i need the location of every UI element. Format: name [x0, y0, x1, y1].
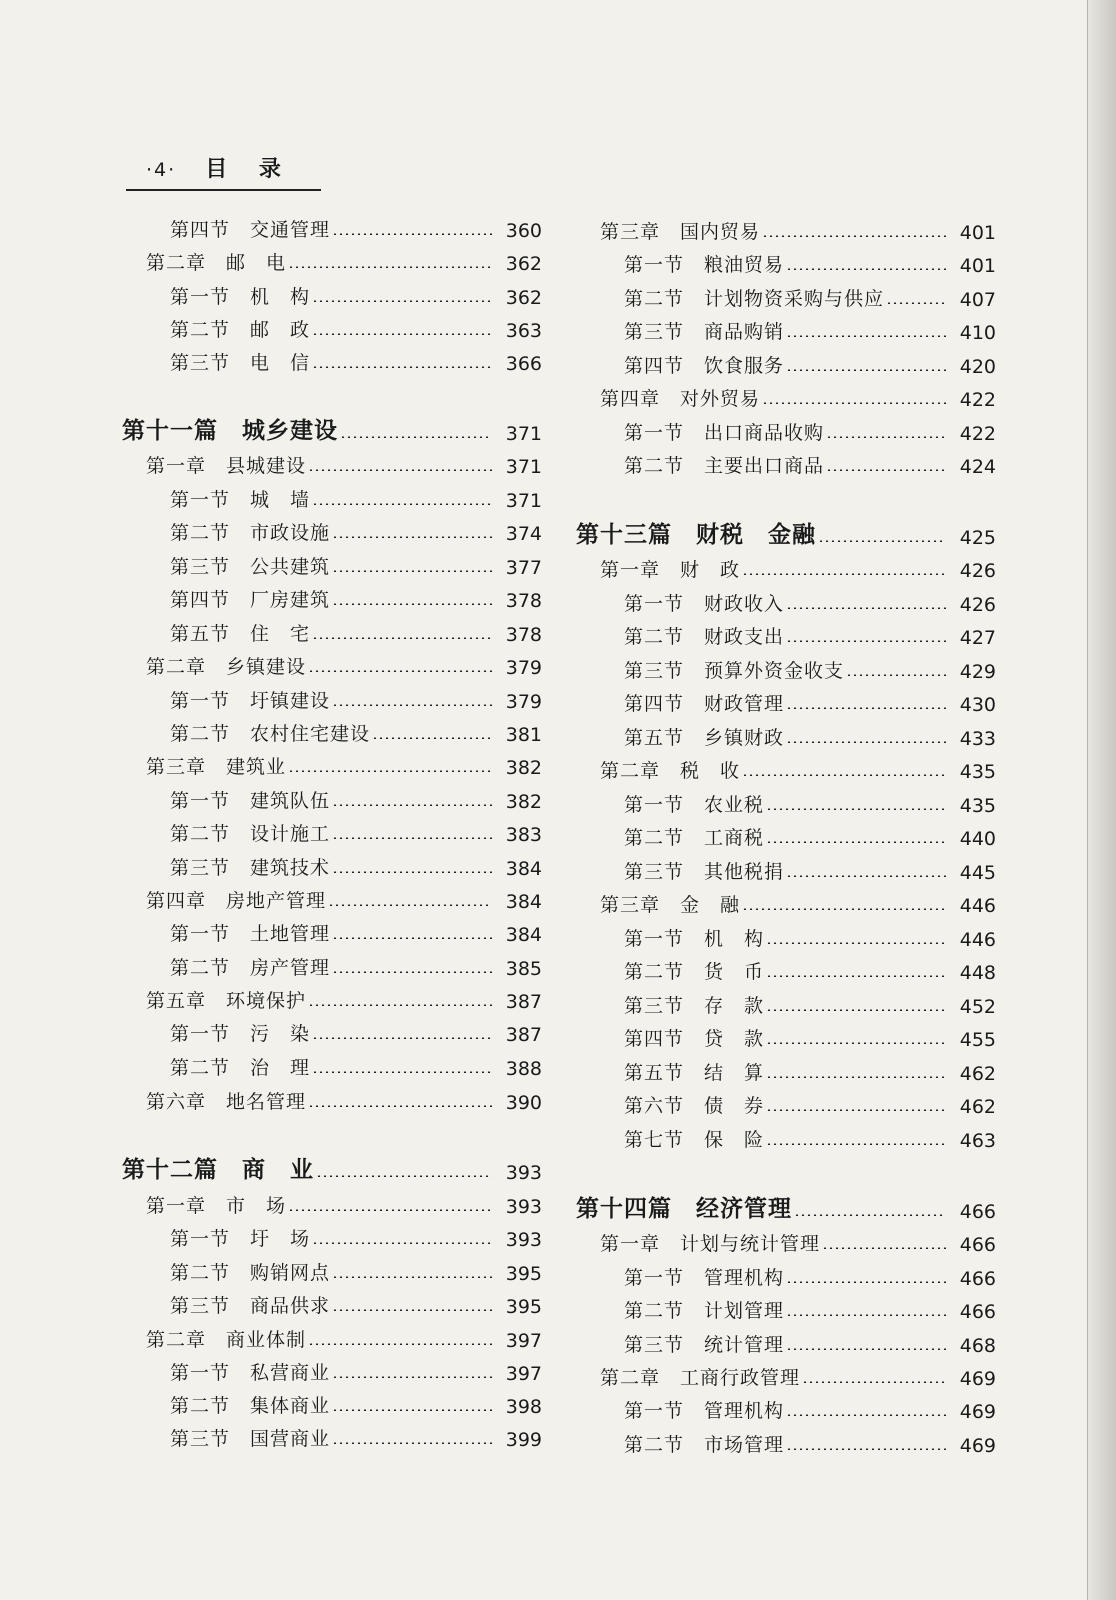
- toc-entry-page-number: 462: [959, 1063, 996, 1085]
- toc-entry-label: 第二章 工商行政管理: [600, 1367, 801, 1389]
- dot-leader: [766, 1143, 946, 1145]
- dot-leader: [786, 1281, 946, 1283]
- dot-leader: [312, 503, 492, 505]
- toc-entry-label: 第二节 邮 政: [170, 319, 311, 341]
- toc-entry-page-number: 384: [505, 891, 542, 913]
- dot-leader: [332, 837, 492, 839]
- toc-chapter-entry[interactable]: [122, 1082, 542, 1114]
- toc-entry-label: 第五节 住 宅: [170, 623, 311, 645]
- dot-leader: [822, 1247, 946, 1249]
- toc-entry-label: 第二节 工商税: [624, 827, 765, 849]
- dot-leader: [786, 1314, 946, 1316]
- toc-entry-page-number: 448: [959, 962, 996, 984]
- dot-leader: [312, 637, 492, 639]
- dot-leader: [818, 540, 946, 542]
- toc-chapter-entry[interactable]: [576, 379, 996, 411]
- toc-entry-label: 第一节 城 墙: [170, 489, 311, 511]
- toc-entry-page-number: 371: [505, 456, 542, 478]
- toc-entry-page-number: 379: [505, 691, 542, 713]
- dot-leader: [786, 640, 946, 642]
- dot-leader: [332, 937, 492, 939]
- toc-entry-label: 第二节 房产管理: [170, 957, 331, 979]
- toc-part-entry[interactable]: [122, 1152, 542, 1184]
- dot-leader: [766, 1042, 946, 1044]
- toc-section-entry[interactable]: [122, 1353, 542, 1385]
- toc-section-entry[interactable]: [576, 986, 996, 1018]
- toc-entry-page-number: 362: [505, 253, 542, 275]
- dot-leader: [288, 770, 492, 772]
- toc-entry-page-number: 466: [959, 1201, 996, 1223]
- toc-section-entry[interactable]: [122, 1419, 542, 1451]
- toc-entry-label: 第二节 货 币: [624, 961, 765, 983]
- toc-section-entry[interactable]: [122, 343, 542, 375]
- toc-entry-label: 第一节 建筑队伍: [170, 790, 331, 812]
- toc-section-entry[interactable]: [122, 1014, 542, 1046]
- dot-leader: [846, 674, 946, 676]
- toc-entry-label: 第十一篇 城乡建设: [122, 418, 338, 444]
- toc-entry-label: 第十四篇 经济管理: [576, 1196, 792, 1222]
- dot-leader: [762, 235, 946, 237]
- dot-leader: [332, 1276, 492, 1278]
- toc-entry-page-number: 393: [505, 1229, 542, 1251]
- dot-leader: [332, 1376, 492, 1378]
- toc-section-entry[interactable]: [576, 446, 996, 478]
- dot-leader: [332, 536, 492, 538]
- dot-leader: [886, 302, 946, 304]
- dot-leader: [312, 300, 492, 302]
- toc-entry-label: 第一节 管理机构: [624, 1400, 785, 1422]
- toc-entry-label: 第二节 市政设施: [170, 522, 331, 544]
- toc-section-entry[interactable]: [576, 346, 996, 378]
- toc-section-entry[interactable]: [576, 1425, 996, 1457]
- dot-leader: [308, 1343, 492, 1345]
- dot-leader: [332, 1309, 492, 1311]
- toc-entry-label: 第三章 金 融: [600, 894, 741, 916]
- toc-section-entry[interactable]: [576, 852, 996, 884]
- dot-leader: [766, 942, 946, 944]
- toc-entry-label: 第三节 公共建筑: [170, 556, 331, 578]
- toc-section-entry[interactable]: [122, 814, 542, 846]
- toc-entry-page-number: 462: [959, 1096, 996, 1118]
- toc-chapter-entry[interactable]: [576, 1224, 996, 1256]
- toc-part-entry[interactable]: [122, 413, 542, 445]
- toc-entry-label: 第一节 私营商业: [170, 1362, 331, 1384]
- toc-entry-label: 第三节 商品购销: [624, 321, 785, 343]
- toc-entry-page-number: 445: [959, 862, 996, 884]
- toc-section-entry[interactable]: [122, 277, 542, 309]
- toc-section-entry[interactable]: [576, 1391, 996, 1423]
- toc-section-entry[interactable]: [122, 513, 542, 545]
- toc-section-entry[interactable]: [576, 1019, 996, 1051]
- dot-leader: [786, 1414, 946, 1416]
- toc-entry-label: 第二章 商业体制: [146, 1329, 307, 1351]
- dot-leader: [312, 1071, 492, 1073]
- page-number: ·4·: [146, 159, 177, 181]
- toc-entry-label: 第一节 粮油贸易: [624, 254, 785, 276]
- toc-section-entry[interactable]: [576, 617, 996, 649]
- toc-entry-page-number: 384: [505, 858, 542, 880]
- toc-entry-page-number: 371: [505, 490, 542, 512]
- toc-entry-label: 第三节 其他税捐: [624, 861, 785, 883]
- toc-entry-label: 第四节 饮食服务: [624, 355, 785, 377]
- dot-leader: [762, 402, 946, 404]
- toc-entry-label: 第三节 预算外资金收支: [624, 660, 845, 682]
- toc-entry-page-number: 422: [959, 423, 996, 445]
- toc-section-entry[interactable]: [122, 1253, 542, 1285]
- dot-leader: [742, 573, 946, 575]
- toc-entry-label: 第五章 环境保护: [146, 990, 307, 1012]
- dot-leader: [786, 335, 946, 337]
- toc-section-entry[interactable]: [122, 547, 542, 579]
- dot-leader: [826, 436, 946, 438]
- running-header: [126, 152, 321, 191]
- toc-entry-page-number: 440: [959, 828, 996, 850]
- toc-entry-page-number: 435: [959, 795, 996, 817]
- toc-entry-label: 第二节 购销网点: [170, 1262, 331, 1284]
- toc-entry-page-number: 388: [505, 1058, 542, 1080]
- toc-entry-label: 第一章 市 场: [146, 1195, 287, 1217]
- toc-section-entry[interactable]: [576, 1258, 996, 1290]
- toc-entry-page-number: 469: [959, 1401, 996, 1423]
- toc-entry-page-number: 382: [505, 757, 542, 779]
- toc-entry-page-number: 371: [505, 423, 542, 445]
- toc-entry-page-number: 366: [505, 353, 542, 375]
- dot-leader: [786, 607, 946, 609]
- dot-leader: [766, 1076, 946, 1078]
- toc-entry-page-number: 397: [505, 1330, 542, 1352]
- dot-leader: [786, 1348, 946, 1350]
- toc-entry-page-number: 424: [959, 456, 996, 478]
- toc-entry-page-number: 433: [959, 728, 996, 750]
- dot-leader: [312, 333, 492, 335]
- dot-leader: [786, 369, 946, 371]
- toc-entry-label: 第四节 财政管理: [624, 693, 785, 715]
- toc-chapter-entry[interactable]: [576, 212, 996, 244]
- toc-section-entry[interactable]: [576, 1291, 996, 1323]
- toc-entry-page-number: 446: [959, 929, 996, 951]
- dot-leader: [742, 774, 946, 776]
- dot-leader: [332, 570, 492, 572]
- dot-leader: [742, 908, 946, 910]
- toc-entry-label: 第三章 建筑业: [146, 756, 287, 778]
- dot-leader: [340, 436, 492, 438]
- toc-section-entry[interactable]: [122, 681, 542, 713]
- dot-leader: [332, 704, 492, 706]
- toc-section-entry[interactable]: [576, 785, 996, 817]
- toc-chapter-entry[interactable]: [576, 1358, 996, 1390]
- toc-entry-page-number: 381: [505, 724, 542, 746]
- toc-section-entry[interactable]: [122, 714, 542, 746]
- dot-leader: [786, 875, 946, 877]
- toc-section-entry[interactable]: [122, 1386, 542, 1418]
- toc-entry-label: 第一章 计划与统计管理: [600, 1233, 821, 1255]
- toc-entry-label: 第二节 设计施工: [170, 823, 331, 845]
- toc-entry-page-number: 399: [505, 1429, 542, 1451]
- dot-leader: [328, 904, 492, 906]
- dot-leader: [826, 469, 946, 471]
- toc-section-entry[interactable]: [576, 413, 996, 445]
- toc-entry-page-number: 466: [959, 1234, 996, 1256]
- dot-leader: [766, 841, 946, 843]
- toc-chapter-entry[interactable]: [576, 550, 996, 582]
- toc-entry-page-number: 362: [505, 287, 542, 309]
- toc-section-entry[interactable]: [576, 718, 996, 750]
- toc-entry-label: 第一节 财政收入: [624, 593, 785, 615]
- toc-entry-label: 第三章 国内贸易: [600, 221, 761, 243]
- toc-section-entry[interactable]: [122, 614, 542, 646]
- toc-part-entry[interactable]: [576, 517, 996, 549]
- toc-entry-page-number: 463: [959, 1130, 996, 1152]
- toc-entry-page-number: 429: [959, 661, 996, 683]
- toc-entry-label: 第二节 计划物资采购与供应: [624, 288, 885, 310]
- toc-section-entry[interactable]: [576, 279, 996, 311]
- toc-entry-label: 第一节 机 构: [624, 928, 765, 950]
- toc-entry-label: 第一章 财 政: [600, 559, 741, 581]
- toc-entry-label: 第一节 污 染: [170, 1023, 311, 1045]
- toc-entry-page-number: 382: [505, 791, 542, 813]
- toc-entry-page-number: 377: [505, 557, 542, 579]
- dot-leader: [786, 268, 946, 270]
- toc-entry-page-number: 398: [505, 1396, 542, 1418]
- dot-leader: [372, 737, 492, 739]
- toc-chapter-entry[interactable]: [122, 981, 542, 1013]
- toc-section-entry[interactable]: [122, 1286, 542, 1318]
- dot-leader: [332, 871, 492, 873]
- toc-entry-page-number: 422: [959, 389, 996, 411]
- toc-section-entry[interactable]: [576, 1325, 996, 1357]
- toc-entry-page-number: 378: [505, 590, 542, 612]
- dot-leader: [308, 1105, 492, 1107]
- toc-entry-label: 第一节 圩镇建设: [170, 690, 331, 712]
- dot-leader: [308, 670, 492, 672]
- toc-entry-label: 第一节 土地管理: [170, 923, 331, 945]
- toc-section-entry[interactable]: [122, 210, 542, 242]
- toc-chapter-entry[interactable]: [122, 243, 542, 275]
- dot-leader: [288, 1209, 492, 1211]
- toc-entry-label: 第二节 治 理: [170, 1057, 311, 1079]
- toc-entry-page-number: 378: [505, 624, 542, 646]
- toc-entry-label: 第二章 乡镇建设: [146, 656, 307, 678]
- toc-entry-label: 第三节 国营商业: [170, 1428, 331, 1450]
- toc-entry-page-number: 427: [959, 627, 996, 649]
- toc-entry-page-number: 383: [505, 824, 542, 846]
- dot-leader: [312, 1242, 492, 1244]
- toc-entry-label: 第二节 集体商业: [170, 1395, 331, 1417]
- toc-entry-page-number: 452: [959, 996, 996, 1018]
- toc-entry-page-number: 435: [959, 761, 996, 783]
- toc-entry-label: 第十三篇 财税 金融: [576, 522, 816, 548]
- toc-entry-label: 第三节 商品供求: [170, 1295, 331, 1317]
- toc-chapter-entry[interactable]: [576, 885, 996, 917]
- toc-entry-page-number: 379: [505, 657, 542, 679]
- dot-leader: [766, 808, 946, 810]
- toc-section-entry[interactable]: [576, 919, 996, 951]
- dot-leader: [332, 971, 492, 973]
- toc-entry-page-number: 387: [505, 991, 542, 1013]
- toc-entry-page-number: 410: [959, 322, 996, 344]
- toc-entry-page-number: 469: [959, 1435, 996, 1457]
- toc-entry-page-number: 390: [505, 1092, 542, 1114]
- toc-section-entry[interactable]: [576, 312, 996, 344]
- toc-entry-label: 第二节 主要出口商品: [624, 455, 825, 477]
- toc-entry-page-number: 397: [505, 1363, 542, 1385]
- toc-entry-page-number: 385: [505, 958, 542, 980]
- toc-section-entry[interactable]: [576, 651, 996, 683]
- dot-leader: [766, 975, 946, 977]
- dot-leader: [288, 266, 492, 268]
- toc-entry-page-number: 393: [505, 1196, 542, 1218]
- toc-entry-label: 第二节 农村住宅建设: [170, 723, 371, 745]
- toc-chapter-entry[interactable]: [122, 446, 542, 478]
- toc-chapter-entry[interactable]: [122, 881, 542, 913]
- toc-entry-label: 第三节 电 信: [170, 352, 311, 374]
- toc-section-entry[interactable]: [576, 818, 996, 850]
- toc-entry-label: 第三节 统计管理: [624, 1334, 785, 1356]
- toc-entry-label: 第六章 地名管理: [146, 1091, 307, 1113]
- toc-entry-label: 第二节 计划管理: [624, 1300, 785, 1322]
- toc-part-entry[interactable]: [576, 1191, 996, 1223]
- toc-chapter-entry[interactable]: [576, 751, 996, 783]
- toc-section-entry[interactable]: [576, 584, 996, 616]
- toc-entry-page-number: 360: [505, 220, 542, 242]
- dot-leader: [332, 1409, 492, 1411]
- toc-entry-label: 第一节 机 构: [170, 286, 311, 308]
- dot-leader: [332, 1442, 492, 1444]
- toc-entry-label: 第二节 财政支出: [624, 626, 785, 648]
- dot-leader: [312, 366, 492, 368]
- toc-entry-label: 第四章 对外贸易: [600, 388, 761, 410]
- toc-chapter-entry[interactable]: [122, 747, 542, 779]
- toc-entry-label: 第五节 乡镇财政: [624, 727, 785, 749]
- toc-entry-label: 第四节 厂房建筑: [170, 589, 331, 611]
- toc-entry-page-number: 395: [505, 1296, 542, 1318]
- toc-entry-label: 第一节 农业税: [624, 794, 765, 816]
- toc-entry-label: 第十二篇 商 业: [122, 1157, 314, 1183]
- toc-entry-label: 第一节 管理机构: [624, 1267, 785, 1289]
- toc-entry-label: 第二节 市场管理: [624, 1434, 785, 1456]
- dot-leader: [766, 1109, 946, 1111]
- toc-section-entry[interactable]: [576, 684, 996, 716]
- toc-section-entry[interactable]: [576, 1086, 996, 1118]
- toc-entry-page-number: 387: [505, 1024, 542, 1046]
- toc-entry-label: 第二章 税 收: [600, 760, 741, 782]
- toc-section-entry[interactable]: [122, 1219, 542, 1251]
- toc-chapter-entry[interactable]: [122, 1186, 542, 1218]
- toc-section-entry[interactable]: [576, 245, 996, 277]
- toc-entry-label: 第一节 出口商品收购: [624, 422, 825, 444]
- dot-leader: [794, 1214, 946, 1216]
- toc-entry-label: 第五节 结 算: [624, 1062, 765, 1084]
- toc-entry-page-number: 468: [959, 1335, 996, 1357]
- toc-section-entry[interactable]: [576, 952, 996, 984]
- toc-entry-label: 第四章 房地产管理: [146, 890, 327, 912]
- toc-entry-label: 第一节 圩 场: [170, 1228, 311, 1250]
- toc-entry-page-number: 466: [959, 1268, 996, 1290]
- dot-leader: [332, 804, 492, 806]
- toc-section-entry[interactable]: [122, 781, 542, 813]
- toc-entry-label: 第一章 县城建设: [146, 455, 307, 477]
- dot-leader: [312, 1037, 492, 1039]
- toc-entry-label: 第七节 保 险: [624, 1129, 765, 1151]
- toc-section-entry[interactable]: [122, 914, 542, 946]
- toc-entry-page-number: 469: [959, 1368, 996, 1390]
- page-title: 目 录: [205, 157, 293, 182]
- dot-leader: [786, 1448, 946, 1450]
- toc-entry-label: 第四节 贷 款: [624, 1028, 765, 1050]
- toc-section-entry[interactable]: [122, 580, 542, 612]
- dot-leader: [316, 1175, 492, 1177]
- toc-entry-page-number: 430: [959, 694, 996, 716]
- dot-leader: [766, 1009, 946, 1011]
- toc-entry-page-number: 407: [959, 289, 996, 311]
- dot-leader: [786, 707, 946, 709]
- toc-entry-label: 第三节 建筑技术: [170, 857, 331, 879]
- toc-section-entry[interactable]: [122, 848, 542, 880]
- toc-entry-page-number: 401: [959, 222, 996, 244]
- toc-section-entry[interactable]: [122, 310, 542, 342]
- toc-section-entry[interactable]: [122, 948, 542, 980]
- book-spine-edge: [1087, 0, 1116, 1600]
- dot-leader: [332, 233, 492, 235]
- toc-entry-label: 第二章 邮 电: [146, 252, 287, 274]
- toc-entry-label: 第六节 债 券: [624, 1095, 765, 1117]
- toc-entry-page-number: 426: [959, 594, 996, 616]
- toc-entry-label: 第四节 交通管理: [170, 219, 331, 241]
- toc-section-entry[interactable]: [122, 480, 542, 512]
- toc-entry-page-number: 446: [959, 895, 996, 917]
- dot-leader: [332, 603, 492, 605]
- toc-entry-page-number: 455: [959, 1029, 996, 1051]
- toc-section-entry[interactable]: [122, 1048, 542, 1080]
- toc-entry-page-number: 384: [505, 924, 542, 946]
- toc-chapter-entry[interactable]: [122, 1320, 542, 1352]
- toc-entry-page-number: 466: [959, 1301, 996, 1323]
- toc-entry-label: 第三节 存 款: [624, 995, 765, 1017]
- dot-leader: [786, 741, 946, 743]
- toc-section-entry[interactable]: [576, 1120, 996, 1152]
- toc-entry-page-number: 426: [959, 560, 996, 582]
- toc-entry-page-number: 420: [959, 356, 996, 378]
- dot-leader: [308, 469, 492, 471]
- toc-section-entry[interactable]: [576, 1053, 996, 1085]
- toc-entry-page-number: 401: [959, 255, 996, 277]
- toc-entry-page-number: 363: [505, 320, 542, 342]
- toc-entry-page-number: 425: [959, 527, 996, 549]
- toc-entry-page-number: 393: [505, 1162, 542, 1184]
- toc-entry-page-number: 395: [505, 1263, 542, 1285]
- toc-entry-page-number: 374: [505, 523, 542, 545]
- toc-chapter-entry[interactable]: [122, 647, 542, 679]
- dot-leader: [308, 1004, 492, 1006]
- dot-leader: [802, 1381, 946, 1383]
